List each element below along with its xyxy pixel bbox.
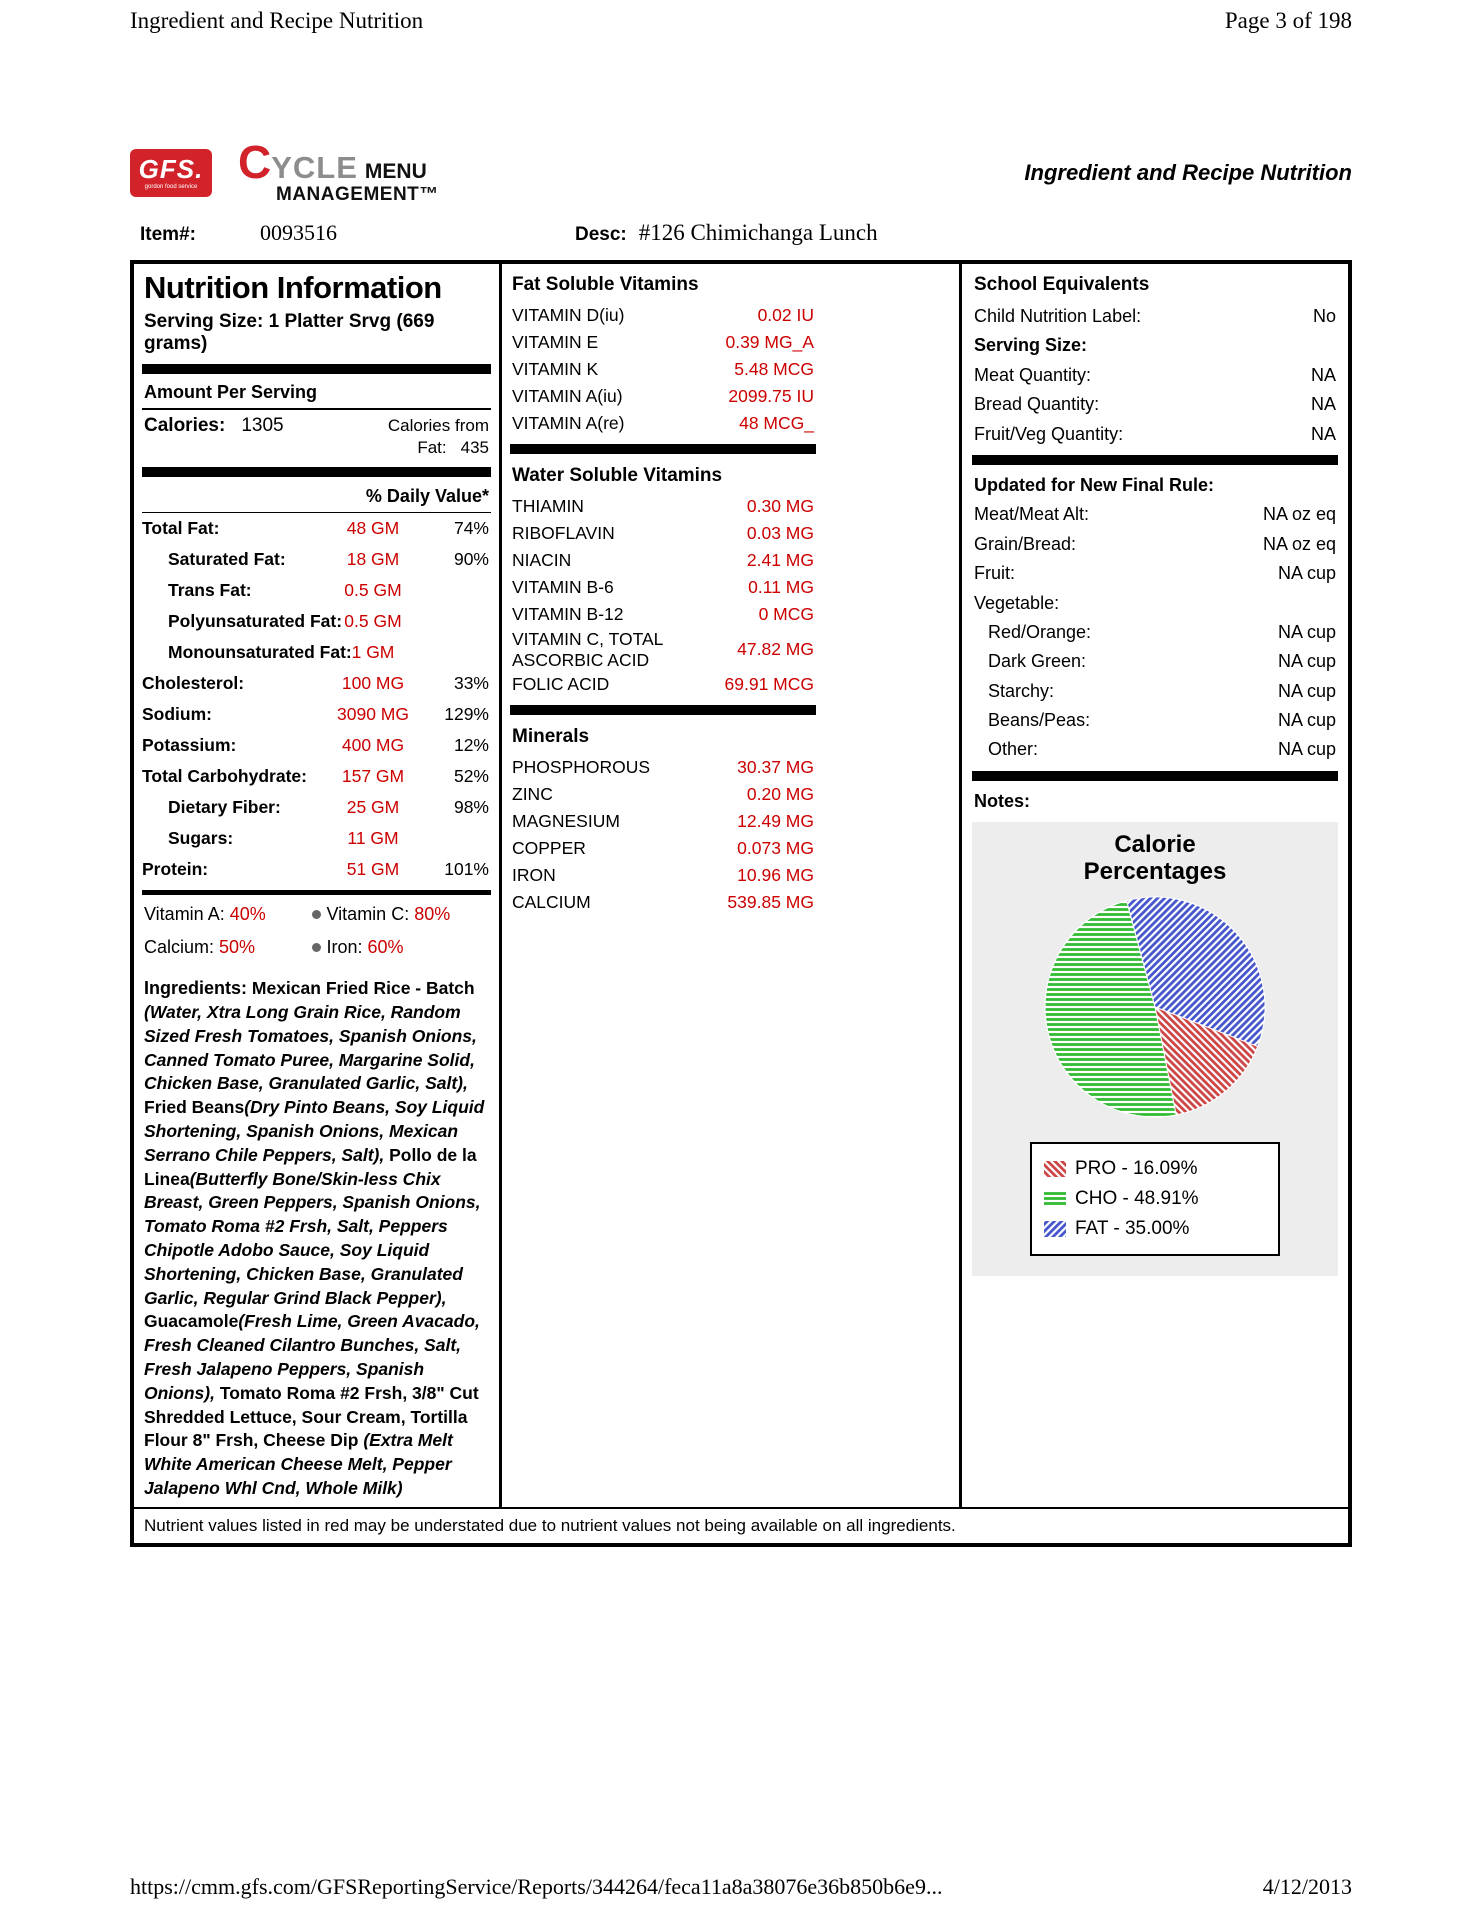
- vitamin-name: IRON: [512, 865, 556, 886]
- nutrient-value: 51 GM: [346, 859, 400, 880]
- nutrient-row: [142, 544, 491, 575]
- vitamin-name: VITAMIN B-12: [512, 604, 624, 625]
- vitamin-amount: 0.11 MG: [748, 577, 814, 598]
- nutrient-value: 100 MG: [341, 673, 405, 694]
- nutrient-label: Monounsaturated Fat:: [168, 642, 352, 663]
- nutrient-label: Total Carbohydrate:: [142, 766, 307, 787]
- vitamin-percent: [144, 904, 307, 925]
- vitamin-percent: [144, 937, 307, 958]
- vitamin-amount: 0.30 MG: [746, 496, 814, 517]
- nutrient-value: 25 GM: [346, 797, 400, 818]
- nutrient-daily-value: 101%: [444, 859, 489, 880]
- school-equivalents-rows: [972, 302, 1338, 816]
- vitamin-row: [510, 574, 816, 601]
- legend-item: [1044, 1184, 1266, 1214]
- nutrient-row: [142, 575, 491, 606]
- school-label: Bread Quantity:: [974, 394, 1100, 415]
- legend-swatch-fat-icon: [1044, 1221, 1066, 1237]
- section-divider-bar: [142, 467, 491, 477]
- desc-value: #126 Chimichanga Lunch: [638, 220, 878, 245]
- vitamin-row: [510, 671, 816, 698]
- calories-row: [142, 411, 491, 465]
- section-divider-bar: [510, 705, 816, 715]
- school-row: [972, 530, 1338, 559]
- school-row: [972, 647, 1338, 676]
- school-row: [972, 500, 1338, 529]
- nutrient-label: Saturated Fat:: [168, 549, 286, 570]
- cycle-logo-line1: [238, 136, 439, 189]
- school-value: NA cup: [1277, 680, 1336, 701]
- vitamin-amount: 539.85 MG: [727, 892, 814, 913]
- item-number-label: Item#:: [140, 224, 196, 245]
- nutrient-daily-value: 74%: [453, 518, 489, 539]
- legend-label: FAT - 35.00%: [1075, 1218, 1190, 1239]
- school-value: No: [1312, 306, 1336, 326]
- daily-value-header: % Daily Value*: [142, 479, 491, 513]
- vitamins-panel: [502, 264, 962, 1507]
- report-content: [130, 136, 1352, 1547]
- school-label: Grain/Bread:: [974, 533, 1077, 554]
- nutrient-row: [142, 823, 491, 854]
- vitamin-name: MAGNESIUM: [512, 811, 620, 832]
- school-row: [972, 390, 1338, 419]
- vitamin-amount: 48 MCG_: [739, 413, 814, 434]
- vitamin-row: [510, 520, 816, 547]
- fat-soluble-table: [510, 302, 816, 437]
- nutrient-value: 48 GM: [346, 518, 400, 539]
- school-row: [972, 589, 1338, 618]
- vitamin-percent-label: Calcium:: [144, 937, 220, 958]
- bullet-icon: [312, 943, 321, 952]
- nutrient-label: Sugars:: [168, 828, 234, 849]
- vitamin-name: PHOSPHOROUS: [512, 757, 651, 778]
- calories-from-fat-value: 435: [460, 438, 489, 458]
- bullet-icon: [312, 910, 321, 919]
- calories-from-fat-line1: Calories from: [387, 416, 489, 435]
- vitamin-name: VITAMIN A(iu): [512, 386, 623, 407]
- branding-row: [130, 136, 1352, 206]
- vitamin-row: [510, 410, 816, 437]
- school-row: [972, 302, 1338, 331]
- nutrient-value: 400 MG: [341, 735, 405, 756]
- ingredient-segment: Fried Beans: [144, 1097, 245, 1118]
- nutrient-value: 18 GM: [346, 549, 400, 570]
- school-value: NA cup: [1277, 563, 1336, 584]
- school-value: NA oz eq: [1262, 533, 1336, 554]
- legend-item: [1044, 1214, 1266, 1244]
- minerals-table: [510, 754, 816, 916]
- vitamin-row: [510, 493, 816, 520]
- nutrient-value: 0.5 GM: [344, 611, 402, 632]
- school-label: Updated for New Final Rule:: [974, 474, 1215, 495]
- calories-label: Calories:: [144, 415, 226, 436]
- gfs-logo-text: GFS.: [138, 154, 204, 184]
- vitamin-name: THIAMIN: [512, 496, 584, 517]
- water-soluble-table: [510, 493, 816, 698]
- school-value: NA: [1310, 364, 1336, 385]
- school-label: Dark Green:: [988, 651, 1087, 672]
- vitamin-row: [510, 889, 816, 916]
- nutrient-row: [142, 730, 491, 761]
- cycle-menu-management-logo: [238, 136, 439, 205]
- school-equivalents-title: School Equivalents: [974, 274, 1150, 295]
- nutrient-row: [142, 668, 491, 699]
- school-row: [972, 559, 1338, 588]
- school-row: [972, 420, 1338, 449]
- vitamin-name: VITAMIN K: [512, 359, 599, 380]
- report-title: Ingredient and Recipe Nutrition: [1024, 160, 1352, 185]
- calorie-pie-chart: [1040, 892, 1270, 1122]
- vitamin-percent-label: Vitamin A:: [144, 904, 230, 925]
- print-header-title: Ingredient and Recipe Nutrition: [130, 8, 424, 33]
- ingredient-segment: Mexican Fried Rice - Batch: [251, 978, 475, 999]
- footnote-text: Nutrient values listed in red may be understated due to nutrient values not being available on all ingredients.: [134, 1507, 1348, 1543]
- vitamin-row: [510, 356, 816, 383]
- gfs-logo-tagline: gordon food service: [144, 184, 198, 190]
- vitamin-row: [510, 601, 816, 628]
- vitamin-amount: 5.48 MCG: [734, 359, 814, 380]
- gfs-logo: [130, 149, 212, 197]
- school-label: Notes:: [974, 790, 1031, 811]
- chart-legend: [1030, 1142, 1280, 1256]
- school-value: NA: [1310, 394, 1336, 415]
- vitamin-amount: 2099.75 IU: [728, 386, 814, 407]
- school-label: Vegetable:: [974, 592, 1060, 613]
- chart-title: Calorie Percentages: [1083, 831, 1227, 886]
- school-label: Meat/Meat Alt:: [974, 504, 1090, 525]
- vitamin-percent-label: Vitamin C:: [326, 904, 415, 925]
- nutrient-row: [142, 606, 491, 637]
- school-value: NA cup: [1277, 621, 1336, 642]
- nutrition-title: Nutrition Information: [144, 270, 442, 305]
- cycle-logo-management: MANAGEMENT™: [276, 183, 439, 205]
- vitamin-name: VITAMIN D(iu): [512, 305, 625, 326]
- vitamin-name: VITAMIN E: [512, 332, 599, 353]
- nutrient-daily-value: 129%: [444, 704, 489, 725]
- nutrient-row: [142, 699, 491, 730]
- calories-value: 1305: [241, 415, 284, 436]
- nutrient-value: 11 GM: [347, 828, 399, 849]
- school-label: Other:: [988, 739, 1039, 760]
- cycle-logo-menu: MENU: [364, 160, 427, 184]
- calories: [144, 415, 284, 459]
- nutrient-daily-value: 90%: [453, 549, 489, 570]
- school-value: NA: [1310, 423, 1336, 444]
- vitamin-name: VITAMIN B-6: [512, 577, 614, 598]
- nutrient-value: 0.5 GM: [344, 580, 402, 601]
- nutrient-label: Potassium:: [142, 735, 237, 756]
- calories-from-fat: [388, 415, 489, 459]
- nutrition-facts-panel: [134, 264, 502, 1507]
- item-number-value: 0093516: [259, 220, 337, 245]
- section-divider-bar: [142, 890, 491, 895]
- ingredients-label: Ingredients:: [144, 978, 248, 999]
- vitamin-name: NIACIN: [512, 550, 572, 571]
- vitamin-name: VITAMIN A(re): [512, 413, 625, 434]
- legend-label: CHO - 48.91%: [1075, 1188, 1199, 1209]
- nutrient-label: Dietary Fiber:: [168, 797, 281, 818]
- calories-from-fat-label: Fat:: [417, 438, 447, 458]
- school-row: [972, 787, 1338, 816]
- vitamin-row: [510, 862, 816, 889]
- vitamin-percent-value: 40%: [229, 904, 266, 925]
- calorie-chart-area: [972, 822, 1338, 1276]
- section-divider-bar: [510, 444, 816, 454]
- serving-size: Serving Size: 1 Platter Srvg (669 grams): [144, 311, 435, 354]
- vitamin-row: [510, 329, 816, 356]
- nutrient-label: Sodium:: [142, 704, 212, 725]
- vitamin-amount: 30.37 MG: [737, 757, 814, 778]
- school-value: NA cup: [1277, 710, 1336, 731]
- thin-rule: [142, 408, 491, 410]
- school-label: Beans/Peas:: [988, 710, 1091, 731]
- nutrient-value: 1 GM: [351, 642, 395, 663]
- ingredient-segment: (Butterfly Bone/Skin-less Chix Breast, Green Peppers, Spanish Onions, Tomato Roma #2 Frsh, Salt, Peppers Chipotle Adobo Sauce, Soy Liquid Shortening, Chicken Base, Granulated Garlic, Regular Grind Black Pepper),: [144, 1168, 481, 1308]
- school-value: NA cup: [1277, 651, 1336, 672]
- vitamin-name: ZINC: [512, 784, 553, 805]
- vitamin-amount: 0.20 MG: [746, 784, 814, 805]
- nutrient-row: [142, 637, 491, 668]
- nutrient-label: Trans Fat:: [168, 580, 252, 601]
- nutrient-label: Polyunsaturated Fat:: [168, 611, 343, 632]
- nutrient-label: Cholesterol:: [142, 673, 245, 694]
- vitamin-row: [510, 383, 816, 410]
- amount-per-serving-label: Amount Per Serving: [144, 382, 318, 402]
- school-label: Fruit/Veg Quantity:: [974, 423, 1124, 444]
- nutrient-value: 157 GM: [341, 766, 405, 787]
- desc-label: Desc:: [574, 224, 627, 245]
- vitamin-row: [510, 754, 816, 781]
- vitamin-percent-value: 60%: [367, 937, 404, 958]
- ingredient-segment: Tomato Roma #2 Frsh, 3/8" Cut Shredded Lettuce, Sour Cream, Tortilla Flour 8" Frsh, Cheese Dip: [144, 1382, 479, 1451]
- vitamins-table-area: [510, 270, 816, 916]
- nutrient-daily-value: 52%: [453, 766, 489, 787]
- legend-item: [1044, 1154, 1266, 1184]
- school-equivalents-panel: [962, 264, 1348, 1507]
- nutrient-daily-value: 12%: [453, 735, 489, 756]
- vitamin-percent-label: Iron:: [326, 937, 368, 958]
- item-row: [130, 220, 1352, 254]
- footer-url: https://cmm.gfs.com/GFSReportingService/Reports/344264/feca11a8a38076e36b850b6e9...: [130, 1874, 943, 1899]
- school-label: Meat Quantity:: [974, 364, 1092, 385]
- vitamin-percent: [327, 937, 490, 958]
- fat-soluble-title: Fat Soluble Vitamins: [512, 274, 699, 295]
- cycle-logo-c: C: [238, 136, 272, 189]
- ingredient-segment: (Fresh Lime, Green Avacado, Fresh Cleaned Cilantro Bunches, Salt, Fresh Jalapeno Peppers, Spanish Onions),: [144, 1311, 480, 1403]
- ingredient-segment: Guacamole: [144, 1311, 239, 1332]
- ingredient-segment: (Extra Melt White American Cheese Melt, Pepper Jalapeno Whl Cnd, Whole Milk): [144, 1430, 453, 1498]
- nutrient-label: Protein:: [142, 859, 209, 880]
- school-row: [972, 331, 1338, 360]
- ingredient-segment: Pollo de la Linea: [144, 1144, 477, 1189]
- nutrient-daily-value: 98%: [453, 797, 489, 818]
- calories-from-fat-line2: [388, 437, 489, 459]
- vitamin-amount: 0.03 MG: [746, 523, 814, 544]
- vitamin-name: COPPER: [512, 838, 586, 859]
- legend-swatch-pro-icon: [1044, 1161, 1066, 1177]
- vitamin-amount: 0.02 IU: [757, 305, 814, 326]
- vitamin-percent: [327, 904, 490, 925]
- footer-date: 4/12/2013: [1262, 1874, 1352, 1899]
- vitamin-row: [510, 628, 816, 671]
- ingredients-paragraph: [142, 976, 491, 1501]
- vitamin-row: [510, 302, 816, 329]
- nutrition-report-box: [130, 260, 1352, 1547]
- vitamin-amount: 0.39 MG_A: [725, 332, 814, 353]
- vitamin-name: RIBOFLAVIN: [512, 523, 615, 544]
- section-divider-bar: [972, 771, 1338, 781]
- school-label: Fruit:: [974, 563, 1016, 584]
- minerals-title: Minerals: [512, 726, 590, 748]
- print-page-number: Page 3 of 198: [1224, 8, 1352, 33]
- print-header: [130, 8, 1352, 34]
- school-value: NA oz eq: [1262, 504, 1336, 525]
- water-soluble-title: Water Soluble Vitamins: [512, 465, 723, 486]
- vitamin-row: [510, 781, 816, 808]
- vitamin-amount: 10.96 MG: [737, 865, 814, 886]
- vitamin-percent-row: [142, 898, 491, 931]
- ingredients-text: [144, 978, 484, 1498]
- school-label: Red/Orange:: [988, 621, 1092, 642]
- nutrient-row: [142, 513, 491, 544]
- nutrient-daily-value: 33%: [453, 673, 489, 694]
- vitamin-percent-grid: [142, 898, 491, 964]
- print-footer: [130, 1874, 1352, 1900]
- vitamin-name: CALCIUM: [512, 892, 591, 913]
- school-row: [972, 706, 1338, 735]
- nutrient-value: 3090 MG: [337, 704, 409, 725]
- vitamin-amount: 47.82 MG: [737, 639, 814, 660]
- legend-swatch-cho-icon: [1044, 1191, 1066, 1207]
- cycle-logo-ycle: YCLE: [271, 150, 358, 186]
- vitamin-amount: 2.41 MG: [746, 550, 814, 571]
- section-divider-bar: [972, 455, 1338, 465]
- school-row: [972, 677, 1338, 706]
- school-label: Starchy:: [988, 680, 1055, 701]
- vitamin-amount: 0 MCG: [758, 604, 814, 625]
- vitamin-percent-row: [142, 931, 491, 964]
- school-value: NA cup: [1277, 739, 1336, 760]
- vitamin-name: VITAMIN C, TOTAL ASCORBIC ACID: [512, 629, 663, 670]
- school-label: Child Nutrition Label:: [974, 306, 1142, 326]
- vitamin-row: [510, 835, 816, 862]
- vitamin-amount: 0.073 MG: [737, 838, 814, 859]
- vitamin-percent-value: 80%: [414, 904, 451, 925]
- nutrient-row: [142, 854, 491, 885]
- vitamin-row: [510, 547, 816, 574]
- vitamin-amount: 12.49 MG: [737, 811, 814, 832]
- school-row: [972, 361, 1338, 390]
- nutrient-label: Total Fat:: [142, 518, 220, 539]
- nutrient-rows: [142, 513, 491, 885]
- vitamin-amount: 69.91 MCG: [724, 674, 814, 695]
- nutrient-row: [142, 792, 491, 823]
- ingredient-segment: (Water, Xtra Long Grain Rice, Random Sized Fresh Tomatoes, Spanish Onions, Canned Tomato Puree, Margarine Solid, Chicken Base, Granulated Garlic, Salt),: [144, 1001, 477, 1094]
- school-row: [972, 618, 1338, 647]
- ingredient-segment: (Dry Pinto Beans, Soy Liquid Shortening, Spanish Onions, Mexican Serrano Chile Peppers, Salt),: [144, 1097, 485, 1165]
- nutrient-row: [142, 761, 491, 792]
- school-label: Serving Size:: [974, 335, 1088, 356]
- section-divider-bar: [142, 364, 491, 374]
- school-row: [972, 735, 1338, 764]
- vitamin-percent-value: 50%: [219, 937, 256, 958]
- legend-label: PRO - 16.09%: [1075, 1158, 1198, 1179]
- vitamin-row: [510, 808, 816, 835]
- school-row: [972, 471, 1338, 500]
- vitamin-name: FOLIC ACID: [512, 674, 610, 695]
